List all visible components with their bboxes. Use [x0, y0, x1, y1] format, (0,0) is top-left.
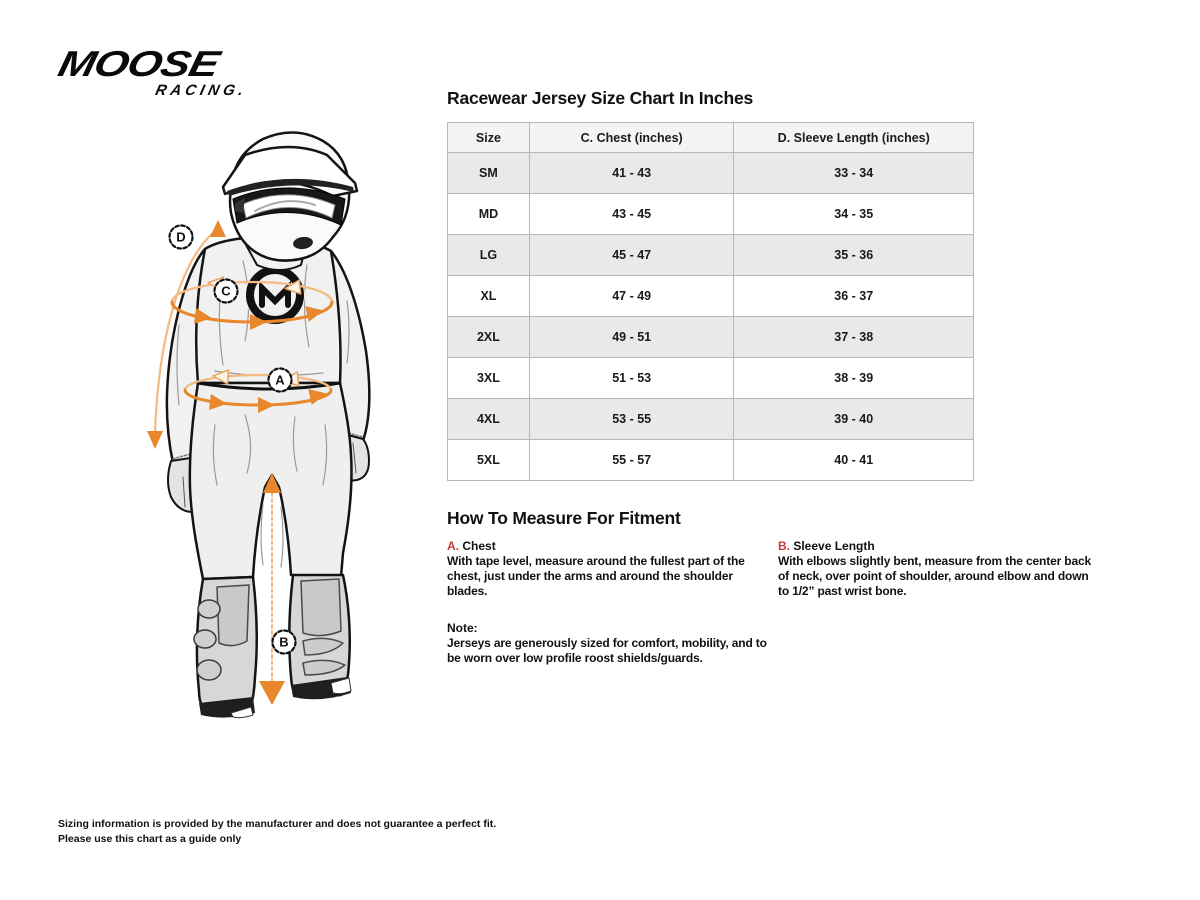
left-boot-shin-plate	[217, 585, 249, 646]
measure-section-sleeve-title	[778, 539, 1095, 554]
col-header-chest: C. Chest (inches)	[529, 123, 734, 153]
cell-sleeve: 34 - 35	[734, 194, 974, 235]
cell-size: XL	[448, 276, 530, 317]
rider-measurement-diagram	[95, 125, 435, 745]
measure-section-sleeve-body: With elbows slightly bent, measure from the center back of neck, over point of shoulder, around elbow and down to 1/2” past wrist bone.	[778, 554, 1092, 598]
cell-chest: 53 - 55	[529, 399, 734, 440]
svg-text:D: D	[176, 229, 186, 245]
cell-chest: 43 - 45	[529, 194, 734, 235]
disclaimer-line-1: Sizing information is provided by the manufacturer and does not guarantee a perfect fit.	[58, 818, 497, 830]
svg-text:A: A	[275, 372, 285, 388]
cell-chest: 47 - 49	[529, 276, 734, 317]
cell-chest: 45 - 47	[529, 235, 734, 276]
cell-sleeve: 33 - 34	[734, 153, 974, 194]
cell-sleeve: 39 - 40	[734, 399, 974, 440]
cell-size: 3XL	[448, 358, 530, 399]
col-header-size: Size	[448, 123, 530, 153]
cell-size: 5XL	[448, 440, 530, 481]
measure-section-chest-body: With tape level, measure around the fullest part of the chest, just under the arms and around the shoulder blades.	[447, 554, 745, 598]
cell-size: LG	[448, 235, 530, 276]
table-row	[448, 153, 974, 194]
table-row	[448, 235, 974, 276]
note-body: Jerseys are generously sized for comfort, mobility, and to be worn over low profile roost shields/guards.	[447, 636, 767, 665]
cell-sleeve: 40 - 41	[734, 440, 974, 481]
diagram-label-d	[170, 226, 193, 249]
cell-chest: 51 - 53	[529, 358, 734, 399]
how-to-sections	[447, 539, 1095, 666]
table-row	[448, 317, 974, 358]
cell-size: SM	[448, 153, 530, 194]
disclaimer-line-2: Please use this chart as a guide only	[58, 832, 242, 845]
cell-size: 4XL	[448, 399, 530, 440]
measure-section-chest	[447, 539, 768, 666]
cell-size: MD	[448, 194, 530, 235]
col-header-sleeve: D. Sleeve Length (inches)	[734, 123, 974, 153]
diagram-label-c	[215, 280, 238, 303]
svg-text:B: B	[279, 634, 289, 650]
cell-size: 2XL	[448, 317, 530, 358]
diagram-label-a	[269, 369, 292, 392]
table-row	[448, 194, 974, 235]
cell-sleeve: 36 - 37	[734, 276, 974, 317]
sizing-disclaimer	[58, 817, 496, 846]
table-header-row	[448, 123, 974, 153]
table-row	[448, 276, 974, 317]
right-boot-shin-plate	[301, 579, 341, 636]
measure-section-chest-title	[447, 539, 768, 554]
section-title-chest: Chest	[462, 539, 496, 553]
table-row	[448, 358, 974, 399]
size-chart-panel	[447, 88, 1095, 666]
section-letter-a: A.	[447, 539, 459, 553]
diagram-label-b	[273, 631, 296, 654]
moose-racing-logo	[51, 43, 263, 99]
cell-sleeve: 37 - 38	[734, 317, 974, 358]
note-section	[447, 621, 768, 666]
how-to-measure-heading: How To Measure For Fitment	[447, 508, 681, 528]
page-title: Racewear Jersey Size Chart In Inches	[447, 88, 754, 108]
cell-chest: 55 - 57	[529, 440, 734, 481]
table-row	[448, 399, 974, 440]
cell-sleeve: 35 - 36	[734, 235, 974, 276]
note-title: Note:	[447, 621, 478, 635]
rider-figure-svg	[95, 125, 435, 745]
section-letter-b: B.	[778, 539, 790, 553]
section-title-sleeve: Sleeve Length	[793, 539, 875, 553]
cell-sleeve: 38 - 39	[734, 358, 974, 399]
measure-section-sleeve	[778, 539, 1095, 666]
size-chart-table	[447, 122, 974, 481]
table-row	[448, 440, 974, 481]
cell-chest: 41 - 43	[529, 153, 734, 194]
cell-chest: 49 - 51	[529, 317, 734, 358]
logo-wordmark-racing: RACING.	[153, 81, 250, 99]
svg-text:C: C	[221, 283, 231, 299]
logo-wordmark-moose: MOOSE	[54, 43, 223, 85]
